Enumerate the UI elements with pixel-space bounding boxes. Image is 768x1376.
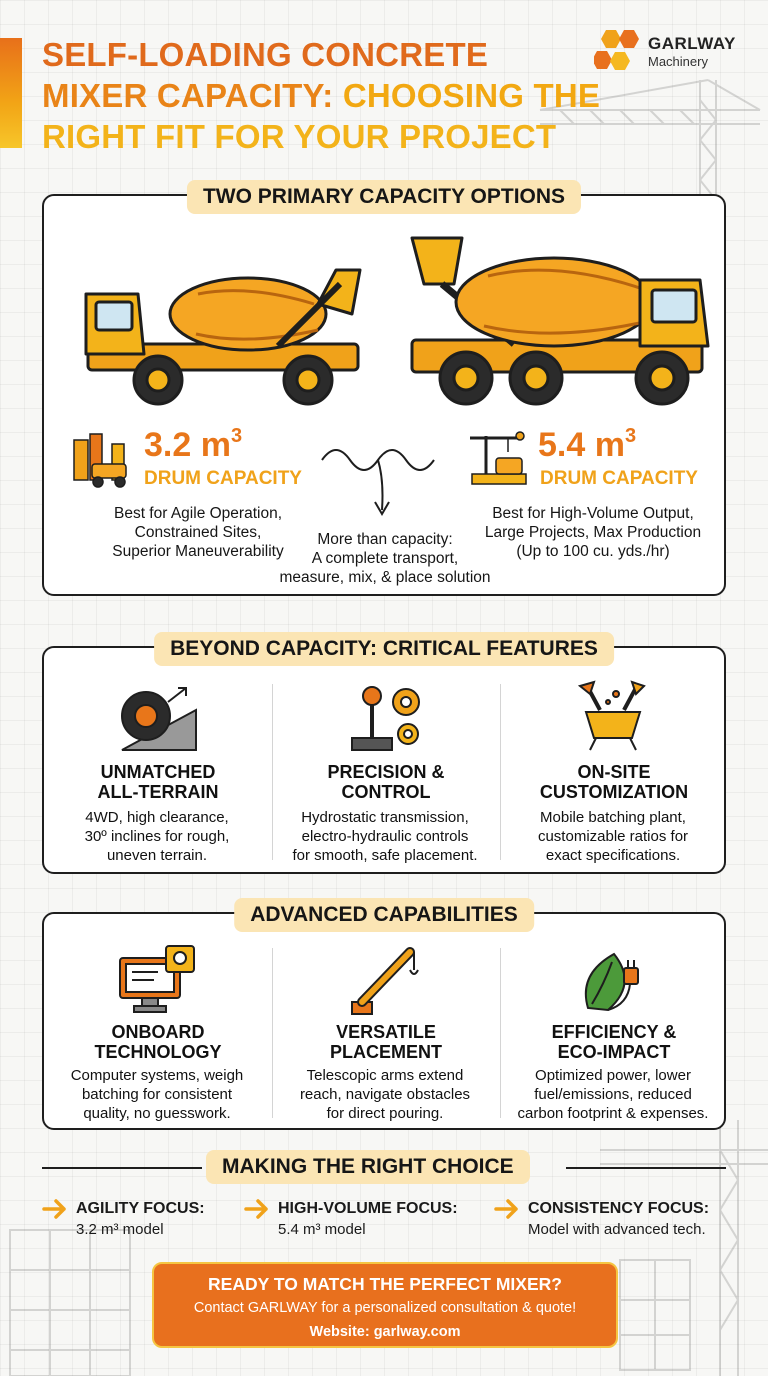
section-rule-left [42,1167,202,1169]
feature-title-terrain [48,762,268,802]
cta-headline: READY TO MATCH THE PERFECT MIXER? [208,1274,562,1294]
capability-desc-efficiency [500,1066,726,1123]
feature-desc-customization [500,808,726,865]
feature-title-customization-line2: CUSTOMIZATION [539,782,689,802]
title-line-3: RIGHT FIT FOR YOUR PROJECT [42,118,557,155]
right-arrow-icon [494,1198,522,1220]
large-desc-line2: Large Projects, Max Production [484,524,702,541]
small-desc-line3: Superior Maneuverability [112,543,284,560]
feature-desc-precision-line2: electro-hydraulic controls [301,828,469,845]
truck-large-icon [404,230,714,410]
mixing-bucket-icon [578,680,648,752]
large-capacity-sup: 3 [624,424,637,447]
capability-desc-placement-line3: for direct pouring. [326,1105,444,1122]
advanced-capabilities-card [42,903,726,1130]
header-accent-bar [0,38,22,148]
critical-features-heading: BEYOND CAPACITY: CRITICAL FEATURES [154,632,614,666]
telescopic-arm-icon [348,944,426,1016]
logo-brand: GARLWAY [648,34,736,53]
background-crane-icon [600,1110,768,1376]
capability-title-efficiency-line2: ECO-IMPACT [557,1042,671,1062]
feature-title-customization [504,762,724,802]
joystick-gear-icon [348,680,426,752]
choice-consistency-title: CONSISTENCY FOCUS: [528,1200,710,1217]
garlway-logo [594,28,754,74]
feature-desc-precision-line1: Hydrostatic transmission, [301,809,469,826]
cta-banner[interactable] [152,1262,618,1348]
small-capacity-label: DRUM CAPACITY [144,468,302,489]
capability-desc-technology-line1: Computer systems, weigh [70,1067,244,1084]
capability-title-efficiency-line1: EFFICIENCY & [551,1022,677,1042]
small-capacity-unit: m [200,426,231,464]
capacity-options-card [42,185,726,596]
capability-desc-placement-line1: Telescopic arms extend [306,1067,464,1084]
feature-desc-customization-line1: Mobile batching plant, [540,809,686,826]
feature-desc-precision [272,808,498,865]
middle-desc-line3: measure, mix, & place solution [279,569,491,586]
right-arrow-icon [244,1198,272,1220]
small-desc-line1: Best for Agile Operation, [113,505,282,522]
section-rule-right [566,1167,726,1169]
large-capacity-desc [468,504,718,561]
cta-contact: Contact GARLWAY for a personalized consultation & quote! [193,1300,577,1316]
choice-high-volume-title: HIGH-VOLUME FOCUS: [278,1200,458,1217]
large-capacity-value [538,426,636,465]
choice-consistency-desc: Model with advanced tech. [528,1221,706,1238]
feature-desc-terrain-line1: 4WD, high clearance, [85,809,229,826]
capability-title-placement [276,1022,496,1062]
feature-desc-precision-line3: for smooth, safe placement. [292,847,478,864]
feature-desc-terrain [44,808,270,865]
large-desc-line1: Best for High-Volume Output, [492,505,694,522]
title-line-2b: CHOOSING THE [342,77,601,114]
leaf-plug-icon [578,944,650,1016]
logo-sub: Machinery [648,54,708,69]
feature-desc-customization-line3: exact specifications. [545,847,681,864]
capability-desc-technology-line3: quality, no guesswork. [83,1105,231,1122]
page-title [42,34,642,157]
wave-arrow-icon [318,440,448,520]
feature-title-terrain-line2: ALL-TERRAIN [97,782,219,802]
advanced-capabilities-heading: ADVANCED CAPABILITIES [234,898,534,932]
capability-desc-efficiency-line2: fuel/emissions, reduced [534,1086,692,1103]
choice-agility-desc: 3.2 m³ model [76,1221,164,1238]
right-arrow-icon [42,1198,70,1220]
small-capacity-value [144,426,242,465]
large-capacity-label: DRUM CAPACITY [540,468,698,489]
tire-incline-icon [118,680,198,752]
capability-title-placement-line2: PLACEMENT [330,1042,442,1062]
feature-title-customization-line1: ON-SITE [577,762,651,782]
construction-crane-icon [468,430,530,488]
title-line-1: SELF-LOADING CONCRETE [42,36,489,73]
capability-title-technology-line2: TECHNOLOGY [94,1042,222,1062]
large-capacity-unit: m [594,426,625,464]
title-line-2a: MIXER CAPACITY: [42,77,334,114]
capability-title-technology-line1: ONBOARD [111,1022,205,1042]
cta-website-link[interactable]: Website: garlway.com [309,1324,461,1340]
middle-desc-line2: A complete transport, [311,550,459,567]
capability-title-technology [48,1022,268,1062]
capability-desc-efficiency-line1: Optimized power, lower [535,1067,691,1084]
feature-title-precision-line1: PRECISION & [327,762,445,782]
large-capacity-number: 5.4 [538,426,586,464]
large-desc-line3: (Up to 100 cu. yds./hr) [516,543,670,560]
small-desc-line2: Constrained Sites, [134,524,262,541]
capability-desc-technology [44,1066,270,1123]
logo-hexagon-icon [594,28,642,74]
choice-high-volume-desc: 5.4 m³ model [278,1221,366,1238]
small-capacity-sup: 3 [230,424,243,447]
choice-agility-title: AGILITY FOCUS: [76,1200,205,1217]
critical-features-card [42,637,726,874]
capability-desc-placement-line2: reach, navigate obstacles [299,1086,471,1103]
truck-small-icon [78,264,370,410]
capability-desc-efficiency-line3: carbon footprint & expenses. [517,1105,709,1122]
capability-title-placement-line1: VERSATILE [336,1022,436,1042]
capability-title-efficiency [504,1022,724,1062]
feature-title-precision [276,762,496,802]
feature-title-precision-line2: CONTROL [341,782,431,802]
capability-desc-technology-line2: batching for consistent [81,1086,233,1103]
computer-scale-icon [118,944,198,1016]
capacity-options-heading: TWO PRIMARY CAPACITY OPTIONS [187,180,581,214]
right-choice-heading: MAKING THE RIGHT CHOICE [206,1150,530,1184]
feature-desc-terrain-line3: uneven terrain. [106,847,208,864]
feature-title-terrain-line1: UNMATCHED [100,762,216,782]
feature-desc-terrain-line2: 30º inclines for rough, [84,828,230,845]
capability-desc-placement [272,1066,498,1123]
city-building-icon [72,432,134,488]
middle-desc-line1: More than capacity: [317,531,453,548]
feature-desc-customization-line2: customizable ratios for [537,828,689,845]
small-capacity-number: 3.2 [144,426,192,464]
